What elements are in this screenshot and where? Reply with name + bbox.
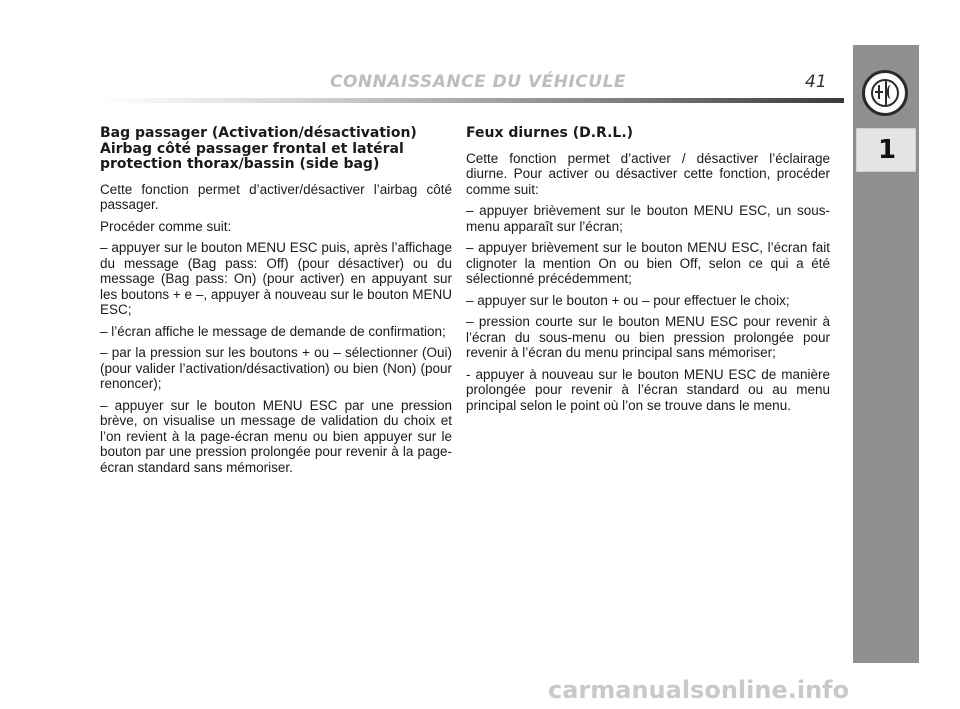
section-heading: Feux diurnes (D.R.L.) xyxy=(466,125,634,141)
paragraph: Procéder comme suit: xyxy=(100,218,232,234)
header-rule xyxy=(100,98,844,103)
section-title: CONNAISSANCE DU VÉHICULE xyxy=(330,72,627,92)
paragraph: - appuyer à nouveau sur le bouton MENU ESC de manière prolongée pour revenir à l’écran standard ou au menu principal selon le point où l’on se trouve dans le menu. xyxy=(466,366,830,413)
paragraph: – appuyer sur le bouton MENU ESC puis, après l’affichage du message (Bag pass: Off) (pour désactiver) ou du message (Bag pass: On) (pour activer) en appuyant sur les boutons + e –, appuyer à nouveau sur le bouton MENU ESC; xyxy=(100,240,452,317)
passenger-airbag-section xyxy=(100,126,452,481)
paragraph: – par la pression sur les boutons + ou – sélectionner (Oui) (pour valider l’activation/désactivation) ou bien (Non) (pour renoncer); xyxy=(100,345,452,391)
paragraph: Cette fonction permet d’activer / désactiver l’éclairage diurne. Pour activer ou désactiver cette fonction, procéder comme suit: xyxy=(466,150,830,197)
alfa-romeo-logo-icon xyxy=(862,70,908,116)
paragraph: – appuyer brièvement sur le bouton MENU ESC, un sous-menu apparaît sur l’écran; xyxy=(466,203,830,234)
paragraph: Cette fonction permet d’activer/désactiver l’airbag côté passager. xyxy=(100,181,452,212)
chapter-tab[interactable] xyxy=(856,128,916,172)
daytime-lights-section xyxy=(466,126,830,419)
watermark: carmanualsonline.info xyxy=(548,676,850,704)
paragraph: – pression courte sur le bouton MENU ESC pour revenir à l’écran du sous-menu ou bien pression prolongée pour revenir à l’écran du menu principal sans mémoriser; xyxy=(466,314,830,360)
paragraph: – appuyer sur le bouton MENU ESC par une pression brève, on visualise un message de validation du choix et l’on revient à la page-écran menu ou bien appuyer sur le bouton par une pression prolongée pour revenir à la page-écran standard sans mémoriser. xyxy=(100,397,452,475)
page-number: 41 xyxy=(805,72,827,92)
section-heading: Bag passager (Activation/désactivation) Airbag côté passager frontal et latéral protection thorax/bassin (side bag) xyxy=(100,125,417,172)
chapter-number: 1 xyxy=(877,135,897,165)
paragraph: – appuyer brièvement sur le bouton MENU ESC, l’écran fait clignoter la mention On ou bien Off, selon ce qui a été sélectionné précédemment; xyxy=(466,240,830,286)
paragraph: – l’écran affiche le message de demande de confirmation; xyxy=(100,323,446,339)
paragraph: – appuyer sur le bouton + ou – pour effectuer le choix; xyxy=(466,292,790,308)
